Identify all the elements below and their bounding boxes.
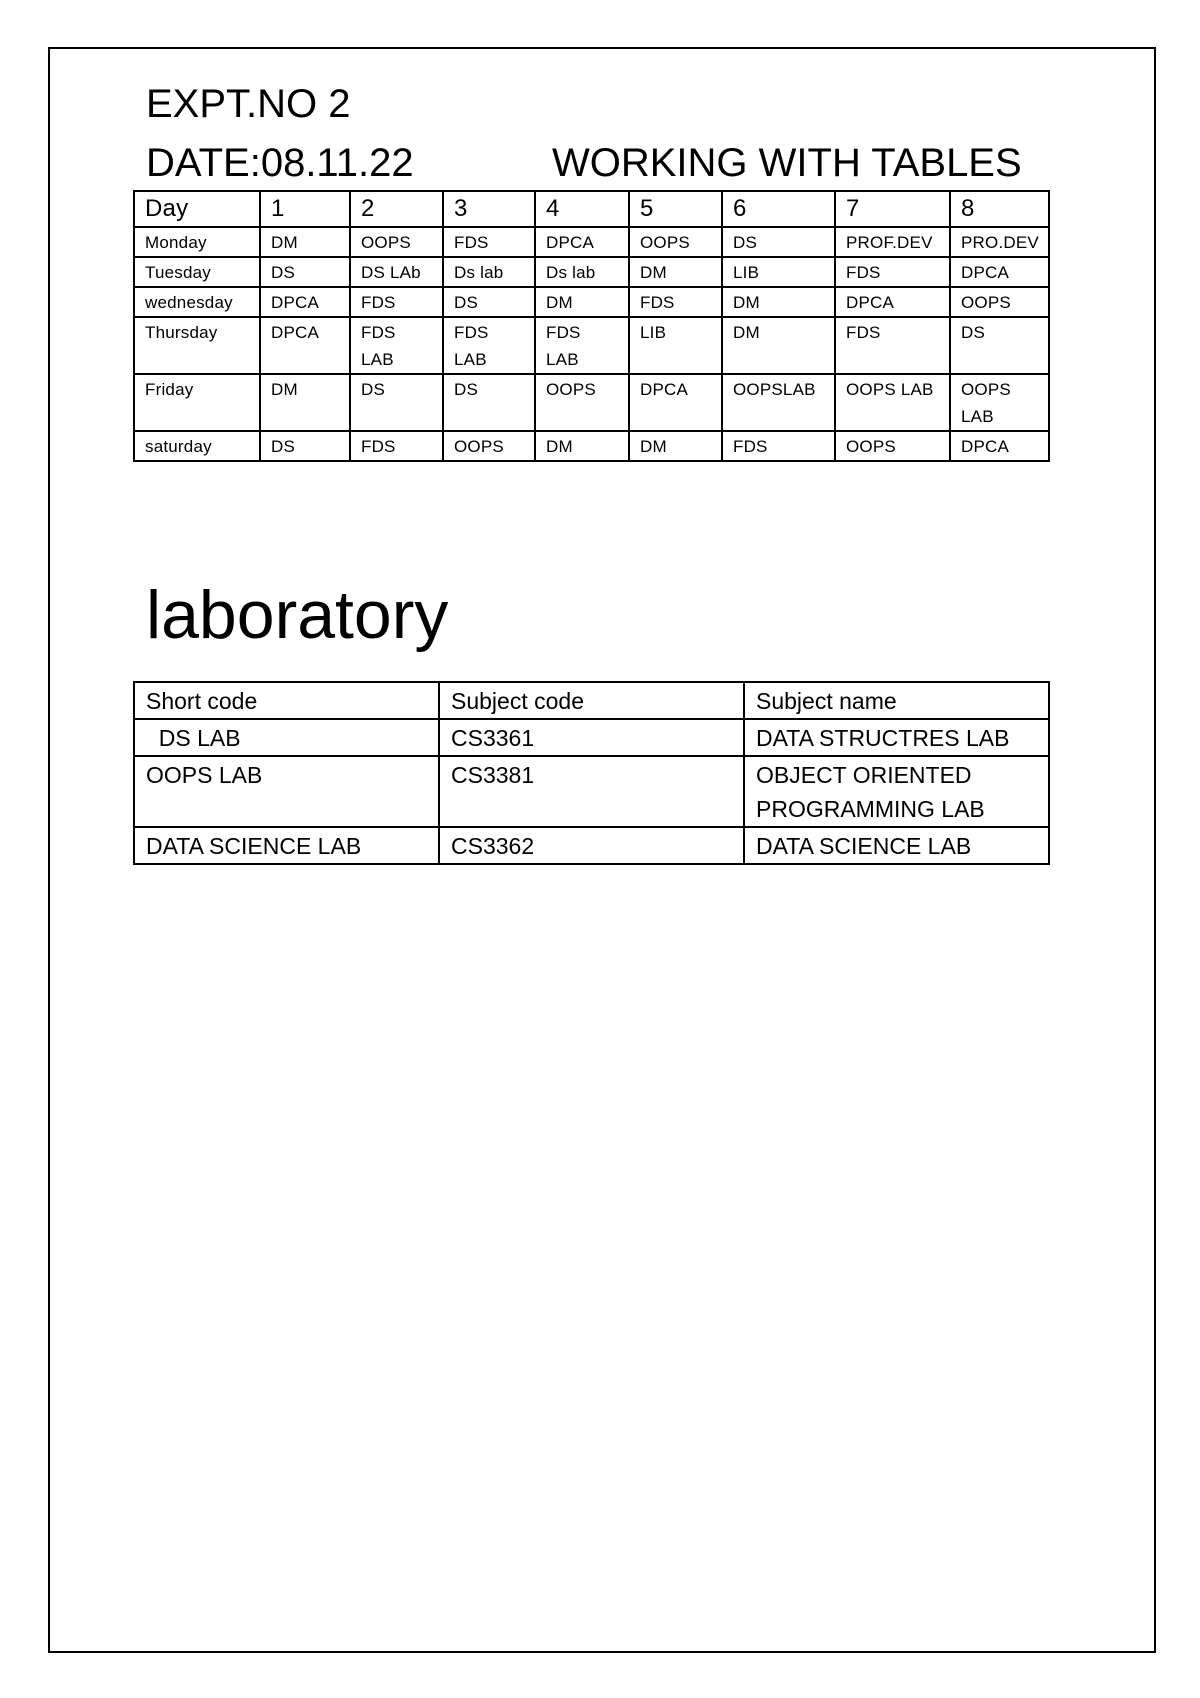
day-cell: wednesday — [134, 287, 260, 317]
experiment-title: WORKING WITH TABLES — [552, 141, 1022, 185]
table-row — [134, 227, 1049, 257]
header-cell: 5 — [629, 191, 722, 227]
experiment-number: EXPT.NO 2 — [146, 82, 351, 126]
period-cell: DPCA — [535, 227, 629, 257]
period-cell: FDS — [350, 287, 443, 317]
period-cell: DS — [950, 317, 1049, 374]
period-cell: FDS — [443, 227, 535, 257]
subject-name-cell: DATA STRUCTRES LAB — [744, 719, 1049, 756]
period-cell: FDS — [835, 317, 950, 374]
period-cell: DS — [443, 374, 535, 431]
subject-code-cell: CS3362 — [439, 827, 744, 864]
header-cell: 7 — [835, 191, 950, 227]
period-cell: FDS LAB — [350, 317, 443, 374]
period-cell: OOPS LAB — [835, 374, 950, 431]
laboratory-table — [133, 681, 1050, 865]
table-row — [134, 431, 1049, 461]
header-cell: 1 — [260, 191, 350, 227]
period-cell: OOPS LAB — [950, 374, 1049, 431]
header-cell: 4 — [535, 191, 629, 227]
period-cell: DS — [722, 227, 835, 257]
lab-header-row — [134, 682, 1049, 719]
timetable — [133, 190, 1050, 462]
table-row — [134, 756, 1049, 827]
day-cell: Tuesday — [134, 257, 260, 287]
period-cell: DS — [260, 431, 350, 461]
day-cell: Monday — [134, 227, 260, 257]
period-cell: DS LAb — [350, 257, 443, 287]
period-cell: OOPS — [443, 431, 535, 461]
period-cell: OOPS — [629, 227, 722, 257]
period-cell: DM — [629, 431, 722, 461]
table-row — [134, 257, 1049, 287]
short-code-cell: DS LAB — [134, 719, 439, 756]
period-cell: DPCA — [950, 431, 1049, 461]
period-cell: FDS — [722, 431, 835, 461]
period-cell: DM — [260, 227, 350, 257]
short-code-cell: OOPS LAB — [134, 756, 439, 827]
period-cell: DM — [535, 431, 629, 461]
header-cell: Subject code — [439, 682, 744, 719]
table-row — [134, 287, 1049, 317]
period-cell: DS — [443, 287, 535, 317]
period-cell: DPCA — [629, 374, 722, 431]
period-cell: OOPS — [535, 374, 629, 431]
period-cell: DPCA — [260, 287, 350, 317]
header-cell: Subject name — [744, 682, 1049, 719]
period-cell: LIB — [629, 317, 722, 374]
period-cell: PROF.DEV — [835, 227, 950, 257]
subject-code-cell: CS3381 — [439, 756, 744, 827]
period-cell: FDS LAB — [443, 317, 535, 374]
day-cell: saturday — [134, 431, 260, 461]
period-cell: LIB — [722, 257, 835, 287]
laboratory-heading: laboratory — [146, 577, 449, 653]
header-cell: Short code — [134, 682, 439, 719]
timetable-header-row — [134, 191, 1049, 227]
period-cell: DPCA — [260, 317, 350, 374]
period-cell: DM — [535, 287, 629, 317]
period-cell: OOPS — [835, 431, 950, 461]
period-cell: DM — [629, 257, 722, 287]
period-cell: Ds lab — [443, 257, 535, 287]
period-cell: OOPSLAB — [722, 374, 835, 431]
period-cell: DPCA — [950, 257, 1049, 287]
header-cell: Day — [134, 191, 260, 227]
day-cell: Friday — [134, 374, 260, 431]
subject-name-cell: OBJECT ORIENTED PROGRAMMING LAB — [744, 756, 1049, 827]
period-cell: DM — [260, 374, 350, 431]
table-row — [134, 827, 1049, 864]
short-code-cell: DATA SCIENCE LAB — [134, 827, 439, 864]
header-cell: 3 — [443, 191, 535, 227]
period-cell: DM — [722, 317, 835, 374]
period-cell: DM — [722, 287, 835, 317]
table-row — [134, 317, 1049, 374]
experiment-date: DATE:08.11.22 — [146, 141, 414, 185]
period-cell: PRO.DEV — [950, 227, 1049, 257]
header-cell: 8 — [950, 191, 1049, 227]
header-cell: 2 — [350, 191, 443, 227]
period-cell: DS — [260, 257, 350, 287]
period-cell: FDS — [629, 287, 722, 317]
period-cell: Ds lab — [535, 257, 629, 287]
header-cell: 6 — [722, 191, 835, 227]
period-cell: FDS — [835, 257, 950, 287]
period-cell: DS — [350, 374, 443, 431]
table-row — [134, 719, 1049, 756]
period-cell: DPCA — [835, 287, 950, 317]
subject-name-cell: DATA SCIENCE LAB — [744, 827, 1049, 864]
period-cell: OOPS — [350, 227, 443, 257]
table-row — [134, 374, 1049, 431]
period-cell: FDS — [350, 431, 443, 461]
day-cell: Thursday — [134, 317, 260, 374]
subject-code-cell: CS3361 — [439, 719, 744, 756]
period-cell: OOPS — [950, 287, 1049, 317]
period-cell: FDS LAB — [535, 317, 629, 374]
